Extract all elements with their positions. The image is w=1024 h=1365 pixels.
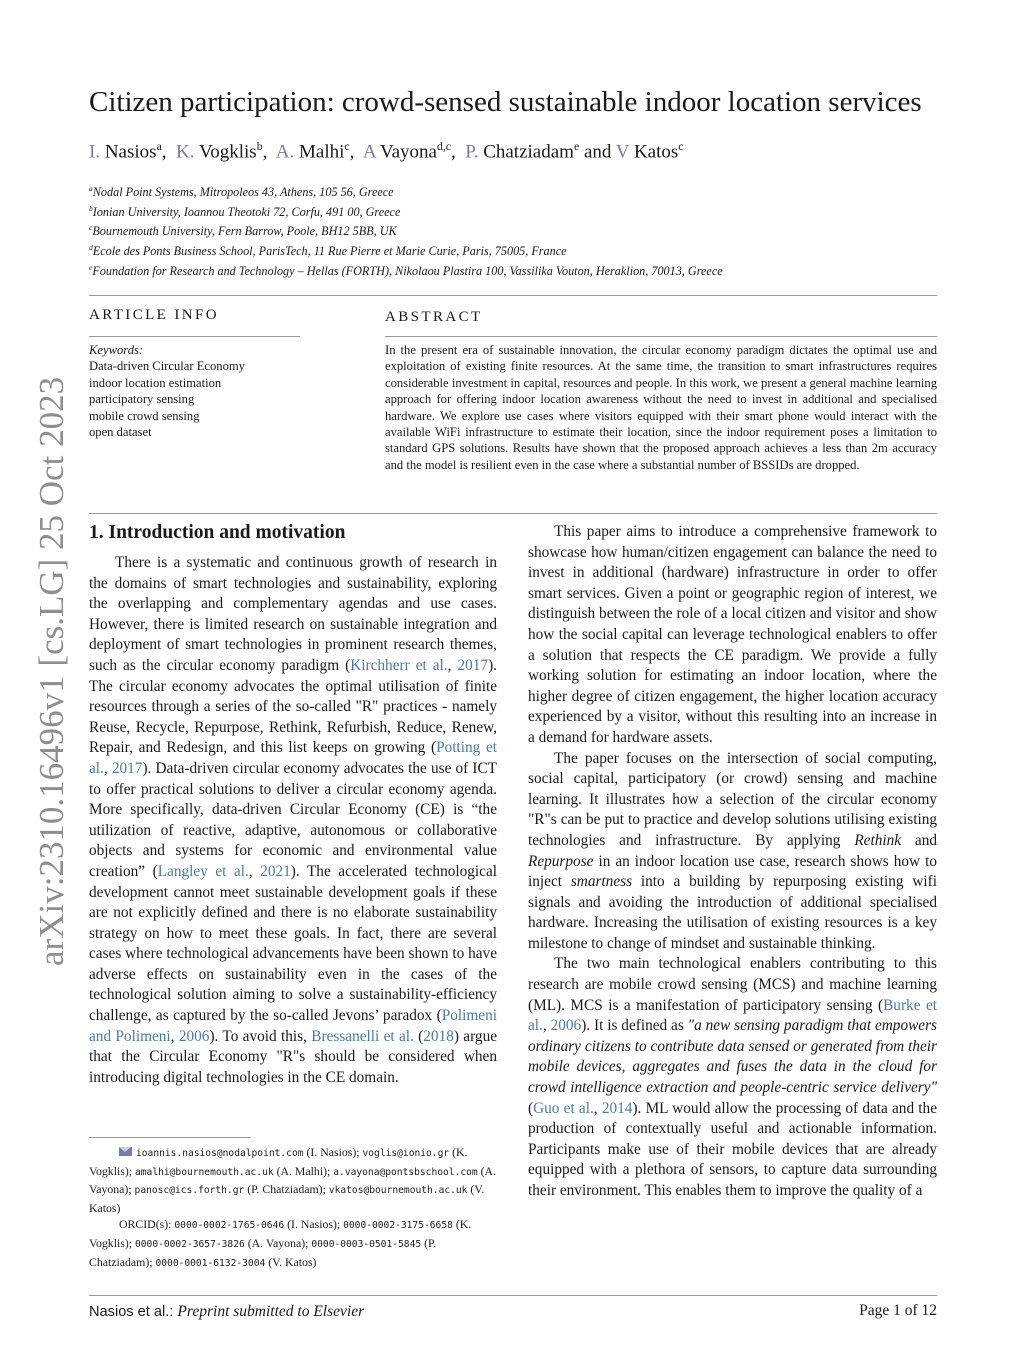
keyword: participatory sensing xyxy=(89,392,195,407)
author-name: Malhi xyxy=(299,141,345,163)
citation-year-link[interactable]: 2021 xyxy=(260,862,291,880)
footer-divider xyxy=(89,1295,937,1296)
author-name: Nasios xyxy=(104,141,157,163)
keywords-label: Keywords xyxy=(89,343,139,357)
citation-year-link[interactable]: 2018 xyxy=(423,1027,454,1045)
keyword: mobile crowd sensing xyxy=(89,408,200,423)
orcid-id[interactable]: 0000-0003-0501-5845 xyxy=(311,1238,422,1250)
author-name: Vayona xyxy=(379,141,437,163)
affiliation xyxy=(89,243,567,259)
author-affil-mark: b xyxy=(256,140,263,153)
article-info-heading: ARTICLE INFO xyxy=(89,307,219,323)
left-column xyxy=(89,553,497,1088)
header-divider xyxy=(89,295,937,296)
paragraph: The paper focuses on the intersection of social computing, social capital, participatory (or crowd) sensing and machine learning. It illustrates how a selection of the circular economy "R"s can be put to practice and develop solutions utilising existing technologies and infrastructure. By applying Rethink and Repurpose in an indoor location use case, research shows how to inject smartness into a building by repurposing existing wifi signals and avoiding the introduction of additional specialised hardware. Increasing the utilisation of existing resources is a key milestone to change of mindset and sustainable thinking. xyxy=(528,749,937,952)
author-initial[interactable]: K. xyxy=(176,141,195,163)
orcid-label: ORCID(s): xyxy=(119,1217,175,1232)
footnote-divider xyxy=(89,1137,251,1138)
orcid-id[interactable]: 0000-0002-3175-6658 xyxy=(343,1220,453,1232)
email-address[interactable]: ioannis.nasios@nodalpoint.com xyxy=(136,1148,304,1159)
orcid-id[interactable]: 0000-0002-3657-3826 xyxy=(135,1238,245,1250)
citation-year-link[interactable]: 2017 xyxy=(457,656,489,674)
citation-link[interactable]: Potting et al. xyxy=(89,739,497,777)
page-number: Page 1 of 12 xyxy=(859,1302,937,1319)
footer-note: Preprint submitted to Elsevier xyxy=(177,1303,365,1320)
affiliation-text: Nodal Point Systems, Mitropoleos 43, Athens, 105 56, Greece xyxy=(92,185,394,200)
email-address[interactable]: amalhi@bournemouth.ac.uk xyxy=(135,1166,274,1178)
affiliation-mark: a xyxy=(89,184,93,193)
abstract-text: In the present era of sustainable innovation, the circular economy paradigm dictates the optimal use and exploitation of existing finite resources. At the same time, the transition to smart infrastructures requires considerable investment in capital, resources and people. In this work, we present a general machine learning approach for offering indoor location awareness without the need to invest in additional and specialised hardware. We explore use cases where visitors equipped with their smart phone would interact with the available WiFi infrastructure to estimate their location, since the indoor requirement poses a limitation to standard GPS solutions. Results have shown that the proposed approach achieves a less than 2m accuracy and the model is resilient even in the case where a substantial number of BSSIDs are dropped. xyxy=(385,343,937,472)
affiliation-text: Bournemouth University, Fern Barrow, Poole, BH12 5BB, UK xyxy=(92,224,397,239)
author-affil-mark: c xyxy=(678,140,684,153)
author-conjunction: and xyxy=(583,141,612,163)
citation-year-link[interactable]: 2006 xyxy=(178,1027,210,1045)
paragraph: This paper aims to introduce a comprehensive framework to showcase how human/citizen engagement can balance the need to invest in additional (hardware) infrastructure in order to offer smart services. Given a point or geographic region of interest, we distinguish between the role of a local citizen and visitor and show how the social capital can leverage technological enablers to offer a solution that respects the CE paradigm. We provide a fully working solution for estimating an indoor location, where the higher degree of citizen engagement, the higher location accuracy experienced by a visitor, without this resulting into an increase in a demand for hardware assets. xyxy=(528,523,937,746)
affiliation-mark: b xyxy=(89,204,93,213)
section-heading: 1. Introduction and motivation xyxy=(89,522,346,543)
right-column xyxy=(528,522,937,1202)
email-address[interactable]: vkatos@bournemouth.ac.uk xyxy=(328,1185,468,1197)
author-list: I. Nasios$^a$, K. Vogklis$^b$, A. Malhi$^c$, A Vayona$^{d,c}$, P. Chatziadam$^e$ and V Katos$^c$ xyxy=(89,140,684,163)
keywords-block: Keywords: Data-driven Circular Economy indoor location estimation participatory sensing mobile crowd sensing open dataset xyxy=(89,343,245,440)
author-name: Chatziadam xyxy=(483,141,574,163)
affiliation-mark: d xyxy=(89,243,93,252)
emphasis: Rethink xyxy=(854,831,902,849)
affiliation-text: Ecole des Ponts Business School, ParisTech, 11 Rue Pierre et Marie Curie, Paris, 75005, France xyxy=(92,244,567,259)
keyword: indoor location estimation xyxy=(89,375,222,390)
affiliation xyxy=(89,204,400,220)
author-affil-mark: d,c xyxy=(436,140,451,153)
paper-title: Citizen participation: crowd-sensed sustainable indoor location services xyxy=(89,86,922,118)
citation-year-link[interactable]: 2006 xyxy=(550,1017,582,1035)
citation-link[interactable]: Langley et al. xyxy=(157,862,249,880)
paragraph: There is a systematic and continuous growth of research in the domains of smart technologies and sustainability, exploring the overlapping and complementary agendas and use cases. However, there is limited research on sustainable integration and deployment of smart technologies in prominent research themes, such as the circular economy paradigm (Kirchherr et al., 2017). The circular economy advocates the optimal utilisation of finite resources through a series of the so-called "R" practices - namely Reuse, Recycle, Repurpose, Rethink, Refurbish, Reduce, Renew, Repair, and Redesign, and this list keeps on growing (Potting et al., 2017). Data-driven circular economy advocates the use of ICT to offer practical solutions to deliver a circular economy agenda. More specifically, data-driven Circular Economy (CE) is “the utilization of reactive, adaptive, autonomous or collaborative objects and systems for economic and environmental value creation” (Langley et al., 2021). The accelerated technological development cannot meet sustainable development goals if these are not explicitly defined and there is no elaborate sustainability strategy on how to meet these goals. In fact, there are several cases where technological advancements have been shown to have adverse effects on sustainability even in the cases of the technological solution aiming to solve a sustainability-efficiency challenge, as captured by the so-called Jevons’ paradox (Polimeni and Polimeni, 2006). To avoid this, Bressanelli et al. (2018) argue that the Circular Economy "R"s should be considered when introducing digital technologies in the CE domain. xyxy=(89,554,498,1086)
email-address[interactable]: voglis@ionio.gr xyxy=(362,1148,450,1159)
affiliation-text: Foundation for Research and Technology – Hellas (FORTH), Nikolaou Plastira 100, Vassilika Vouton, Heraklion, 70013, Greece xyxy=(92,264,723,279)
affiliation-text: Ionian University, Ioannou Theotoki 72, Corfu, 491 00, Greece xyxy=(92,205,401,220)
arxiv-identifier: arXiv:2310.16496v1 [cs.LG] 25 Oct 2023 xyxy=(32,376,71,966)
email-address[interactable]: panosc@ics.forth.gr xyxy=(134,1185,245,1197)
citation-year-link[interactable]: 2017 xyxy=(111,759,143,777)
article-info-divider xyxy=(89,336,300,337)
abstract-heading: ABSTRACT xyxy=(385,309,483,325)
affiliation xyxy=(89,184,394,200)
author-affil-mark: a xyxy=(156,140,162,153)
author-initial[interactable]: V xyxy=(615,141,630,163)
email-address[interactable]: a.vayona@pontsbschool.com xyxy=(333,1166,478,1178)
running-footer xyxy=(89,1303,364,1321)
author-name: Vogklis xyxy=(198,141,257,163)
author-name: Katos xyxy=(633,141,679,163)
citation-link[interactable]: Guo et al. xyxy=(533,1099,594,1117)
citation-link[interactable]: Bressanelli et al. xyxy=(311,1027,414,1045)
orcid-id[interactable]: 0000-0001-6132-3004 xyxy=(155,1257,266,1269)
email-icon xyxy=(119,1147,132,1156)
definition-quote: "a new sensing paradigm that empowers ordinary citizens to contribute data sensed or generated from their mobile devices, aggregates and fuses the data in the cloud for crowd intelligence extraction and people-centric service delivery" xyxy=(528,1017,938,1097)
affiliation-mark: c xyxy=(89,223,93,232)
emphasis: smartness xyxy=(570,873,633,891)
author-initial[interactable]: A. xyxy=(275,141,295,163)
emphasis: Repurpose xyxy=(528,852,594,870)
affiliation xyxy=(89,263,723,279)
citation-year-link[interactable]: 2014 xyxy=(601,1099,633,1117)
keyword: Data-driven Circular Economy xyxy=(89,359,245,374)
paragraph: The two main technological enablers contributing to this research are mobile crowd sensing (MCS) and machine learning (ML). MCS is a manifestation of participatory sensing (Burke et al., 2006). It is defined as "a new sensing paradigm that empowers ordinary citizens to contribute data sensed or generated from their mobile devices, aggregates and fuses the data in the cloud for crowd intelligence extraction and people-centric service delivery" (Guo et al., 2014). ML would allow the processing of data and the production of contextually useful and actionable information. Participants make use of their mobile devices that are already equipped with a plethora of sensors, to capture data surrounding their environment. This enables them to improve the quality of a xyxy=(528,955,938,1199)
orcid-id[interactable]: 0000-0002-1765-0646 xyxy=(174,1220,285,1232)
citation-link[interactable]: Polimeni and Polimeni xyxy=(89,1007,497,1045)
citation-link[interactable]: Burke et al. xyxy=(528,996,937,1035)
citation-link[interactable]: Kirchherr et al. xyxy=(350,656,448,674)
author-initial[interactable]: I. xyxy=(89,141,101,163)
footer-authors: Nasios et al.: xyxy=(89,1304,178,1320)
author-initial[interactable]: P. xyxy=(465,141,479,163)
abstract-divider xyxy=(385,336,937,337)
keyword: open dataset xyxy=(89,425,152,440)
author-affil-mark: e xyxy=(573,140,580,153)
affiliation-mark: e xyxy=(89,263,93,272)
abstract-bottom-divider xyxy=(89,513,937,514)
author-affil-mark: c xyxy=(344,140,350,153)
footnote: ioannis.nasios@nodalpoint.com (I. Nasios); voglis@ionio.gr (K. Vogklis); amalhi@bournemouth.ac.uk (A. Malhi); a.vayona@pontsbschool.com (A. Vayona); panosc@ics.forth.gr (P. Chatziadam); vkatos@bournemouth.ac.uk (V. Katos) ORCID(s): 0000-0002-1765-0646 (I. Nasios); 0000-0002-3175-6658 (K. Vogklis); 0000-0002-3657-3826 (A. Vayona); 0000-0003-0501-5845 (P. Chatziadam); 0000-0001-6132-3004 (V. Katos) xyxy=(89,1145,497,1269)
affiliation xyxy=(89,223,397,239)
author-initial[interactable]: A xyxy=(362,141,376,163)
